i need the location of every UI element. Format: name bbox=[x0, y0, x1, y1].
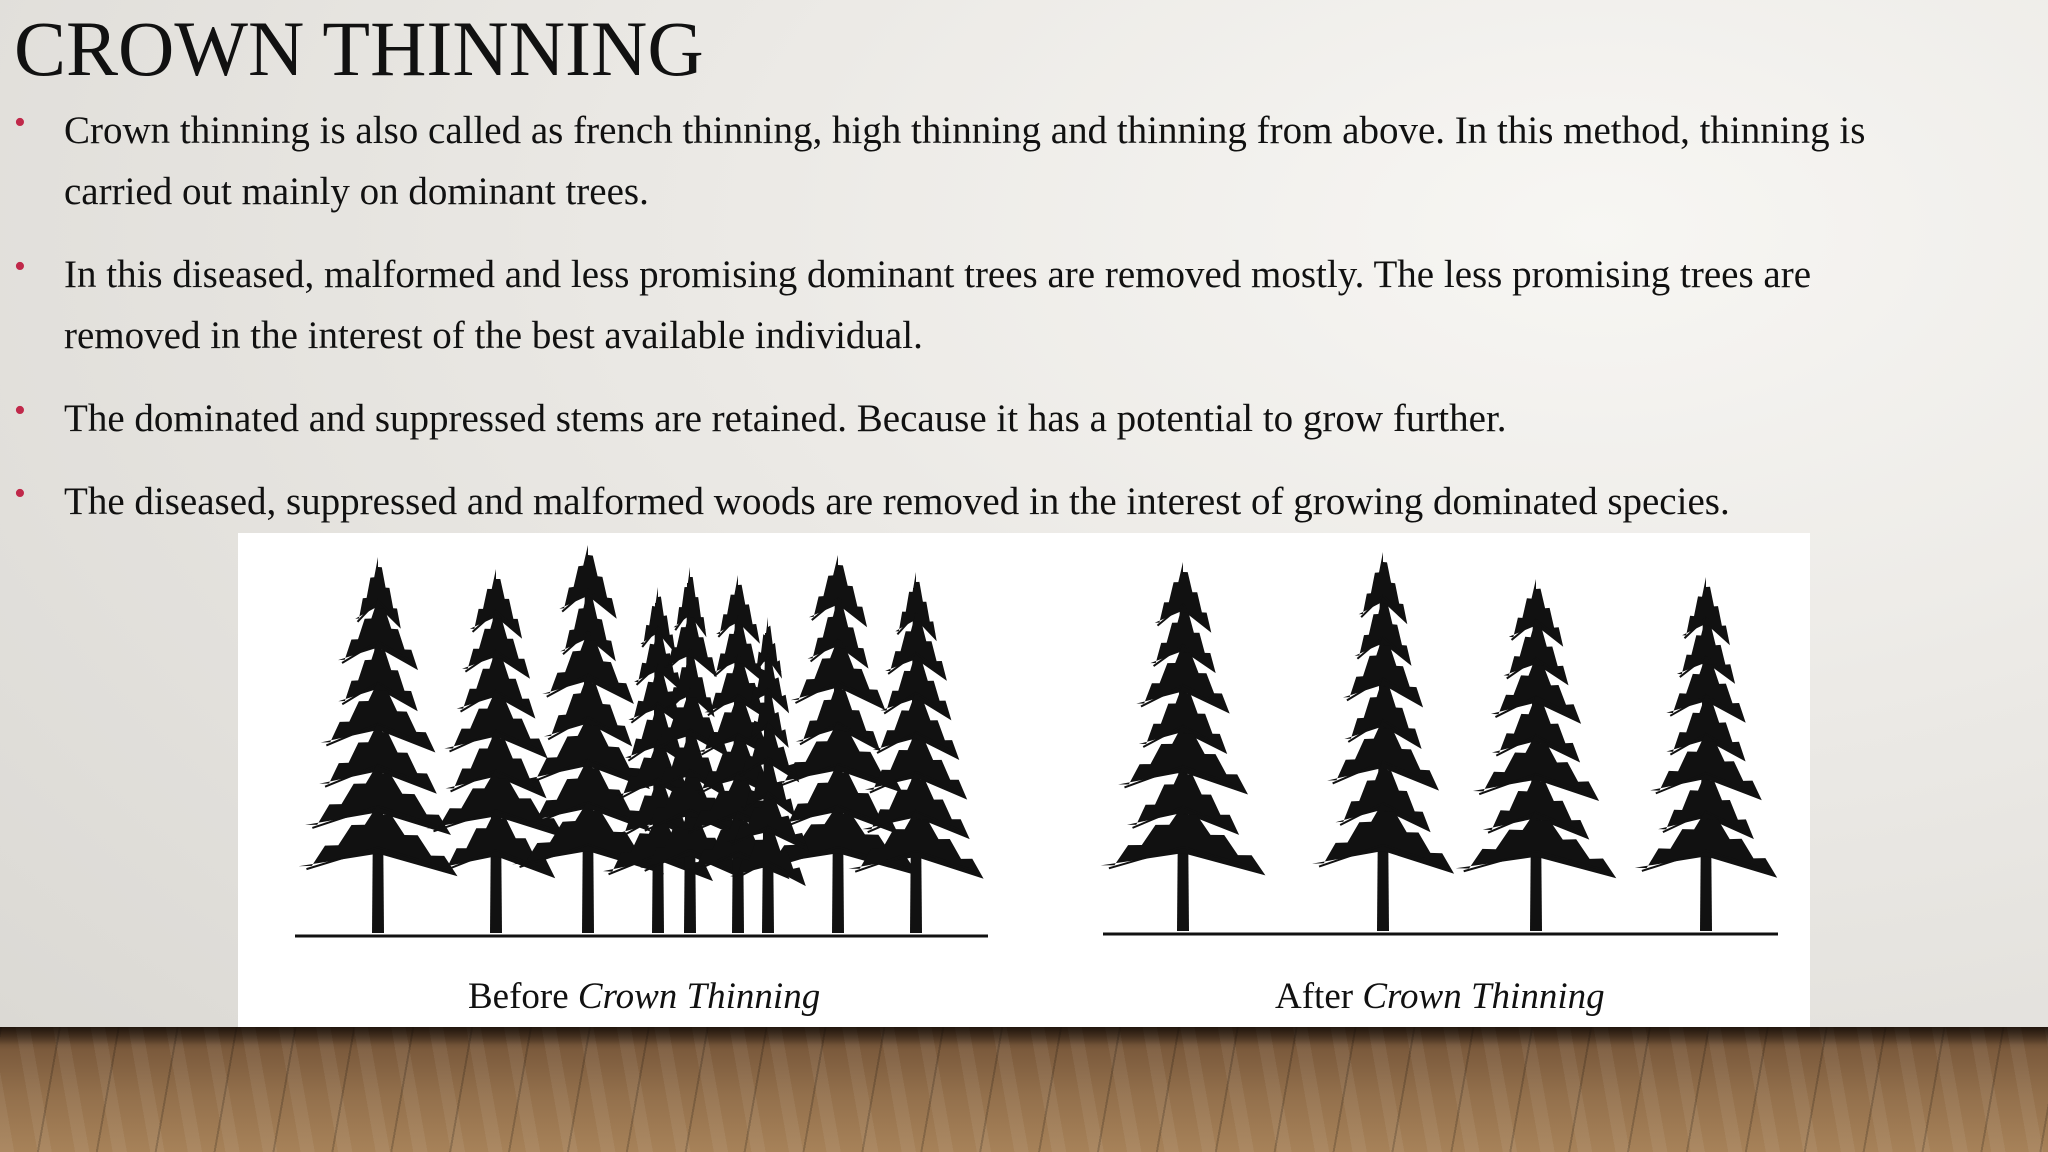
bullet-marker: • bbox=[14, 104, 26, 141]
bullet-text-line: removed in the interest of the best available individual. bbox=[64, 314, 923, 357]
after-caption-prefix: After bbox=[1275, 976, 1363, 1017]
bullet-text-line: In this diseased, malformed and less promising dominant trees are removed mostly. The less promising trees are bbox=[64, 253, 1812, 296]
tree-illustration bbox=[238, 533, 1810, 1027]
tree-icon bbox=[1635, 577, 1777, 931]
bullet-text-line: carried out mainly on dominant trees. bbox=[64, 170, 649, 213]
crown-thinning-figure bbox=[238, 533, 1810, 1027]
before-panel bbox=[299, 545, 984, 933]
before-caption-italic: Crown Thinning bbox=[577, 976, 821, 1017]
tree-icon bbox=[427, 569, 566, 933]
after-caption bbox=[1275, 975, 1605, 1018]
tree-icon bbox=[1101, 562, 1266, 931]
before-caption bbox=[468, 975, 820, 1018]
before-caption-prefix: Before bbox=[468, 976, 578, 1017]
after-caption-italic: Crown Thinning bbox=[1362, 976, 1605, 1017]
slide-title: CROWN THINNING bbox=[14, 5, 704, 92]
bullet-marker: • bbox=[14, 475, 26, 512]
bullet-marker: • bbox=[14, 248, 26, 285]
wood-floor bbox=[0, 1027, 2048, 1152]
tree-icon bbox=[1456, 579, 1617, 931]
floor-shadow bbox=[0, 1027, 2048, 1045]
tree-icon bbox=[1312, 552, 1454, 931]
after-panel bbox=[1101, 552, 1778, 931]
bullet-text-line: Crown thinning is also called as french thinning, high thinning and thinning from above. In this method, thinning is bbox=[64, 109, 1866, 152]
bullet-marker: • bbox=[14, 392, 26, 429]
bullet-text-line: The dominated and suppressed stems are retained. Because it has a potential to grow further. bbox=[64, 397, 1507, 440]
bullet-text-line: The diseased, suppressed and malformed woods are removed in the interest of growing dominated species. bbox=[64, 480, 1730, 523]
tree-icon bbox=[299, 557, 458, 933]
